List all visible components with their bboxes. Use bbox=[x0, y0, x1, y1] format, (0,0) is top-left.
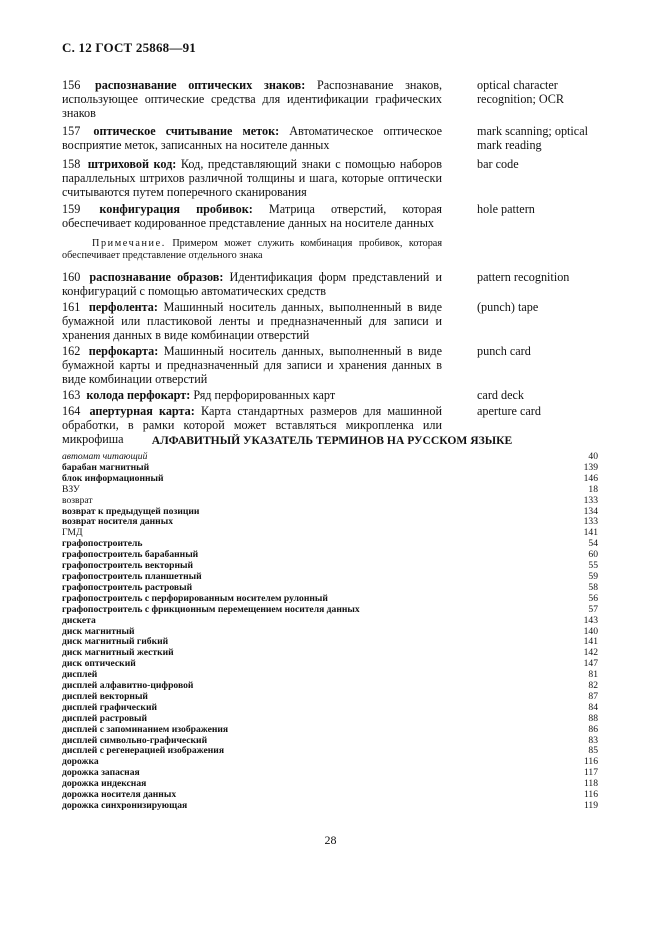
index-row bbox=[62, 801, 598, 812]
index-page-ref: 146 bbox=[583, 472, 598, 484]
term-definition bbox=[62, 270, 442, 298]
index-term: диск магнитный гибкий bbox=[62, 636, 169, 648]
term-english: card deck bbox=[477, 388, 525, 402]
term-english: aperture card bbox=[477, 404, 541, 418]
term-name: апертурная карта: bbox=[89, 404, 195, 418]
term-definition bbox=[62, 388, 442, 402]
index-page-ref: 56 bbox=[588, 592, 598, 604]
index-term: диск оптический bbox=[62, 658, 136, 670]
index-page-ref: 60 bbox=[588, 549, 598, 561]
term-number: 161 bbox=[62, 300, 81, 314]
term-entry bbox=[62, 202, 602, 230]
index-term: дорожка носителя данных bbox=[62, 789, 177, 801]
term-note bbox=[62, 238, 442, 262]
term-text: Идентификация форм представлений и конфигураций с помощью автоматических средств bbox=[62, 270, 443, 298]
index-term: блок информационный bbox=[62, 472, 164, 484]
index-page-ref: 59 bbox=[588, 570, 598, 582]
index-term: графопостроитель с перфорированным носителем рулонный bbox=[62, 592, 328, 604]
index-term: графопостроитель bbox=[62, 538, 143, 550]
term-number: 159 bbox=[62, 202, 81, 216]
term-text: Ряд перфорированных карт bbox=[193, 388, 336, 402]
index-page-ref: 140 bbox=[583, 625, 598, 637]
note-text: Примером может служить комбинация пробивок, которая обеспечивает представление отдельного знака bbox=[62, 238, 442, 261]
term-english: (punch) tape bbox=[477, 300, 539, 314]
index-term: возврат носителя данных bbox=[62, 516, 173, 528]
index-term: дисплей с запоминанием изображения bbox=[62, 723, 229, 735]
term-definition bbox=[62, 78, 442, 120]
term-english: punch card bbox=[477, 344, 531, 358]
index-term: дисплей графический bbox=[62, 701, 158, 713]
index-page-ref: 118 bbox=[583, 778, 598, 790]
index-row bbox=[62, 605, 598, 616]
index-page-ref: 40 bbox=[588, 451, 598, 462]
index-page-ref: 85 bbox=[588, 745, 598, 757]
index-page-ref: 141 bbox=[583, 527, 598, 539]
index-page-ref: 82 bbox=[588, 680, 598, 692]
index-page-ref: 54 bbox=[588, 538, 598, 550]
index-page-ref: 119 bbox=[583, 800, 598, 811]
index-term: автомат читающий bbox=[62, 451, 148, 462]
index-page-ref: 86 bbox=[588, 723, 598, 735]
term-entry bbox=[62, 344, 602, 386]
alphabetical-index bbox=[62, 452, 598, 812]
term-name: распознавание оптических знаков: bbox=[94, 78, 306, 92]
term-english: bar code bbox=[477, 157, 519, 171]
index-row bbox=[62, 648, 598, 659]
index-page-ref: 57 bbox=[588, 603, 598, 615]
term-name: перфокарта: bbox=[88, 344, 159, 358]
index-row bbox=[62, 496, 598, 507]
index-term: графопостроитель планшетный bbox=[62, 570, 202, 582]
term-name: конфигурация пробивок: bbox=[99, 202, 253, 216]
index-term: дисплей bbox=[62, 669, 98, 681]
term-entry bbox=[62, 388, 602, 402]
term-number: 162 bbox=[62, 344, 81, 358]
index-term: дорожка синхронизирующая bbox=[62, 800, 188, 811]
index-row bbox=[62, 528, 598, 539]
index-row bbox=[62, 474, 598, 485]
term-name: перфолента: bbox=[88, 300, 158, 314]
index-term: графопостроитель растровый bbox=[62, 581, 193, 593]
term-entry bbox=[62, 124, 602, 152]
term-text: Распознавание знаков, использующее оптические средства для идентификации графических знаков bbox=[62, 78, 443, 120]
page-header: С. 12 ГОСТ 25868—91 bbox=[62, 40, 196, 55]
term-text: Матрица отверстий, которая обеспечивает кодированное представление данных на носителе данных bbox=[62, 202, 442, 230]
index-term: дорожка bbox=[62, 756, 99, 768]
term-definition bbox=[62, 300, 442, 342]
term-text: Карта стандартных размеров для машинной обработки, в рамки которой может вставляться микропленка или микрофиша bbox=[62, 404, 442, 446]
index-term: дисплей символьно-графический bbox=[62, 734, 208, 746]
index-row bbox=[62, 659, 598, 670]
index-page-ref: 133 bbox=[583, 494, 598, 506]
term-number: 157 bbox=[62, 124, 81, 138]
index-page-ref: 84 bbox=[588, 701, 598, 713]
index-page-ref: 142 bbox=[583, 647, 598, 659]
index-row bbox=[62, 725, 598, 736]
index-page-ref: 117 bbox=[583, 767, 598, 779]
term-entry bbox=[62, 270, 602, 298]
index-row bbox=[62, 485, 598, 496]
index-term: дисплей векторный bbox=[62, 690, 148, 702]
term-name: колода перфокарт: bbox=[86, 388, 191, 402]
index-page-ref: 81 bbox=[588, 669, 598, 681]
term-english: mark scanning; optical mark reading bbox=[477, 124, 589, 152]
term-number: 160 bbox=[62, 270, 81, 284]
index-term: диск магнитный bbox=[62, 625, 135, 637]
index-page-ref: 88 bbox=[588, 712, 598, 724]
term-name: штриховой код: bbox=[87, 157, 177, 171]
index-term: ГМД bbox=[62, 527, 83, 539]
note-label: Примечание. bbox=[92, 238, 166, 249]
index-term: дисплей растровый bbox=[62, 712, 148, 724]
index-term: барабан магнитный bbox=[62, 461, 150, 473]
term-entry bbox=[62, 78, 602, 120]
index-term: диск магнитный жесткий bbox=[62, 647, 174, 659]
index-title: АЛФАВИТНЫЙ УКАЗАТЕЛЬ ТЕРМИНОВ НА РУССКОМ ЯЗЫКЕ bbox=[151, 434, 513, 447]
term-entry bbox=[62, 300, 602, 342]
index-page-ref: 133 bbox=[583, 516, 598, 528]
term-english: pattern recognition bbox=[477, 270, 570, 284]
index-page-ref: 55 bbox=[588, 560, 598, 572]
index-page-ref: 83 bbox=[588, 734, 598, 746]
term-number: 156 bbox=[62, 78, 81, 92]
index-term: дисплей с регенерацией изображения bbox=[62, 745, 225, 757]
term-name: оптическое считывание меток: bbox=[93, 124, 280, 138]
index-page-ref: 116 bbox=[583, 756, 598, 768]
term-number: 164 bbox=[62, 404, 81, 418]
term-definition bbox=[62, 202, 442, 230]
index-page-ref: 143 bbox=[583, 614, 598, 626]
term-number: 163 bbox=[62, 388, 81, 402]
index-page-ref: 58 bbox=[588, 581, 598, 593]
term-number: 158 bbox=[62, 157, 81, 171]
term-definition bbox=[62, 157, 442, 199]
index-term: ВЗУ bbox=[62, 483, 80, 495]
term-name: распознавание образов: bbox=[89, 270, 224, 284]
terms-section bbox=[62, 78, 602, 446]
term-text: Автоматическое оптическое восприятие меток, записанных на носителе данных bbox=[62, 124, 443, 152]
term-definition bbox=[62, 344, 442, 386]
index-page-ref: 18 bbox=[588, 483, 598, 495]
index-term: графопостроитель с фрикционным перемещением носителя данных bbox=[62, 603, 360, 615]
index-term: дорожка индексная bbox=[62, 778, 147, 790]
index-term: возврат к предыдущей позиции bbox=[62, 505, 200, 517]
term-english: hole pattern bbox=[477, 202, 535, 216]
index-page-ref: 147 bbox=[583, 658, 598, 670]
index-term: графопостроитель барабанный bbox=[62, 549, 199, 561]
term-definition bbox=[62, 124, 442, 152]
index-term: графопостроитель векторный bbox=[62, 560, 194, 572]
index-row bbox=[62, 757, 598, 768]
index-term: возврат bbox=[62, 494, 93, 506]
index-row bbox=[62, 616, 598, 627]
index-page-ref: 139 bbox=[583, 461, 598, 473]
index-page-ref: 141 bbox=[583, 636, 598, 648]
term-text: Машинный носитель данных, выполненный в виде бумажной карты и предназначенный для записи и хранения данных в виде комбинации отверстий bbox=[62, 344, 443, 386]
term-text: Код, представляющий знаки с помощью наборов параллельных штрихов различной толщины и шага, которые оптически считываются путем поперечного сканирования bbox=[62, 157, 443, 199]
index-row bbox=[62, 746, 598, 757]
term-english: optical character recognition; OCR bbox=[477, 78, 564, 106]
term-entry bbox=[62, 157, 602, 199]
page-number: 28 bbox=[324, 833, 337, 847]
index-page-ref: 134 bbox=[583, 505, 598, 517]
index-row bbox=[62, 517, 598, 528]
index-page-ref: 87 bbox=[588, 690, 598, 702]
index-term: дискета bbox=[62, 614, 96, 626]
index-term: дисплей алфавитно-цифровой bbox=[62, 680, 194, 692]
term-text: Машинный носитель данных, выполненный в виде бумажной или пластиковой ленты и предназначенный для записи и хранения данных в виде комбинации отверстий bbox=[62, 300, 443, 342]
index-term: дорожка запасная bbox=[62, 767, 140, 779]
index-page-ref: 116 bbox=[583, 789, 598, 801]
